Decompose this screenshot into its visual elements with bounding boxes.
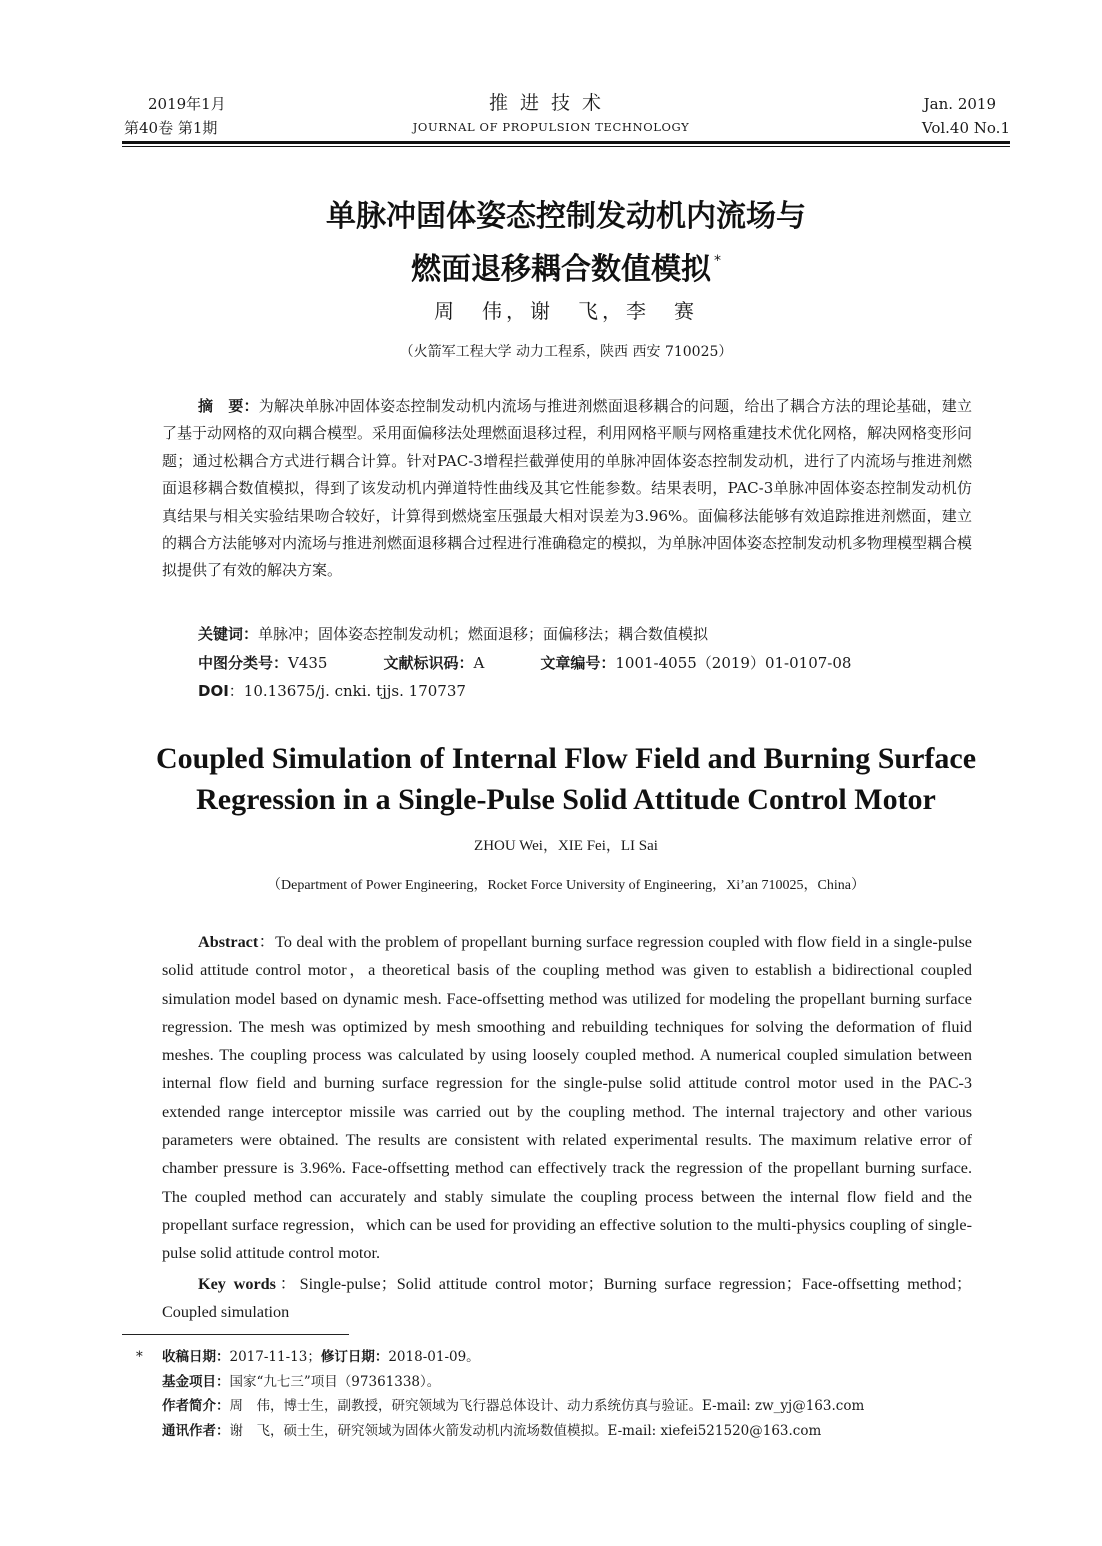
authors-en: ZHOU Wei，XIE Fei，LI Sai [474,838,658,854]
paper-title-cn-line1: 单脉冲固体姿态控制发动机内流场与 [326,199,806,234]
abstract-en [162,928,972,1268]
corresponding-label: 通讯作者： [162,1422,230,1439]
affiliation-en: （Department of Power Engineering，Rocket Force University of Engineering，Xi’an 710025，China） [267,878,865,893]
article-no-value: 1001-4055（2019）01-0107-08 [615,654,852,672]
received-label: 收稿日期： [162,1349,230,1365]
received-date: 2017-11-13； [229,1349,321,1365]
header-issue-cn [124,92,284,140]
affiliation-cn: （火箭军工程大学 动力工程系，陕西 西安 710025） [399,344,733,360]
paper-title-cn-line2: 燃面退移耦合数值模拟 [411,252,711,287]
author-bio-label: 作者简介： [162,1398,230,1414]
keywords-cn-label: 关键词： [198,625,259,643]
abstract-en-label: Abstract [198,933,259,951]
classification-line [198,650,978,676]
footnote-rule [122,1334,349,1335]
doi-line [198,678,978,704]
abstract-cn-label: 摘 要： [198,397,259,415]
journal-name-en: JOURNAL OF PROPULSION TECHNOLOGY [412,120,690,134]
keywords-cn [198,621,978,647]
paper-title-en [120,738,1012,820]
paper-title-en-line1: Coupled Simulation of Internal Flow Field and Burning Surface [155,742,977,775]
header-issue-en [850,92,1010,140]
fund-label: 基金项目： [162,1373,230,1390]
header-date-en: Jan. 2019 [923,95,996,113]
article-no-label: 文章编号： [540,654,616,672]
header-volume-en: Vol.40 No.1 [921,119,1010,137]
keywords-en-label: Key words [198,1275,276,1293]
paper-title-cn [150,194,982,292]
paper-title-en-line2: Regression in a Single-Pulse Solid Attitude Control Motor [196,783,936,816]
abstract-cn-text: 为解决单脉冲固体姿态控制发动机内流场与推进剂燃面退移耦合的问题，给出了耦合方法的理论基础，建立了基于动网格的双向耦合模型。采用面偏移法处理燃面退移过程，利用网格平顺与网格重建技术优化网格，解决网格变形问题；通过松耦合方式进行耦合计算。针对PAC-3增程拦截弹使用的单脉冲固体姿态控制发动机，进行了内流场与推进剂燃面退移耦合数值模拟，得到了该发动机内弹道特性曲线及其它性能参数。结果表明，PAC-3单脉冲固体姿态控制发动机仿真结果与相关实验结果吻合较好，计算得到燃烧室压强最大相对误差为3.96%。面偏移法能够有效追踪推进剂燃面，建立的耦合方法能够对内流场与推进剂燃面退移耦合过程进行准确稳定的模拟，为单脉冲固体姿态控制发动机多物理模型耦合模拟提供了有效的解决方案。 [162,397,973,580]
doi-value: ：10.13675/j. cnki. tjjs. 170737 [228,682,466,700]
keywords-en-text: Single-pulse；Solid attitude control motor；Burning surface regression；Face-offsetting method；Coupled simulation [162,1275,973,1322]
footnote-star: * [136,1349,143,1365]
author-bio-text: 周 伟，博士生，副教授，研究领域为飞行器总体设计、动力系统仿真与验证。E-mail: zw_yj@163.com [229,1398,865,1414]
header-rule-thin [122,146,1010,147]
footnote-corresponding [136,1419,1016,1444]
footnote-author [136,1394,1016,1419]
corresponding-text: 谢 飞，硕士生，研究领域为固体火箭发动机内流场数值模拟。E-mail: xiefei521520@163.com [229,1422,822,1439]
keywords-en-colon: ： [275,1275,300,1293]
header-date-cn: 2019年1月 [148,95,226,113]
doi-label: DOI [198,682,229,700]
title-footnote-mark: * [714,253,721,269]
journal-name-cn: 推进技术 [488,92,613,114]
abstract-en-colon: ： [258,933,276,951]
footnote-dates [136,1345,1016,1370]
clc-label: 中图分类号： [198,654,289,672]
authors-cn: 周 伟，谢 飞，李 赛 [434,299,698,323]
header-volume-cn: 第40卷 第1期 [124,119,218,137]
journal-masthead [351,90,751,136]
revised-date: 2018-01-09。 [388,1349,480,1365]
fund-text: 国家“九七三”项目（97361338）。 [229,1373,441,1390]
keywords-en [162,1270,972,1327]
revised-label: 修订日期： [320,1349,389,1365]
abstract-cn [162,393,972,585]
footnote-fund [136,1370,1016,1395]
doc-code-value: A [473,654,485,672]
header-rule-thick [122,141,1010,144]
abstract-en-text: To deal with the problem of propellant burning surface regression coupled with flow field in a single-pulse solid attitude control motor，a theoretical basis of the coupling method was given to establish a bidirectional coupled simulation model based on dynamic mesh. Face-offsetting method was utilized for modeling the propellant burning surface regression. The mesh was optimized by mesh smoothing and rebuilding techniques for solving the deformation of fluid meshes. The coupling process was calculated by using loosely coupled method. A numerical coupled simulation between internal flow field and burning surface regression for the single-pulse solid attitude control motor used in the PAC-3 extended range interceptor missile was carried out by the coupling method. The internal trajectory and other various parameters were obtained. The results are consistent with related experimental results. The maximum relative error of chamber pressure is 3.96%. Face-offsetting method can effectively track the regression of the propellant burning surface. The coupled method can accurately and stably simulate the coupling process between the internal flow field and the propellant surface regression，which can be used for providing an effective solution to the multi-physics coupling of single-pulse solid attitude control motor. [162,933,972,1263]
keywords-cn-text: 单脉冲；固体姿态控制发动机；燃面退移；面偏移法；耦合数值模拟 [258,625,709,643]
doc-code-label: 文献标识码： [383,654,474,672]
clc-value: V435 [288,654,328,672]
footnotes [136,1345,1016,1443]
